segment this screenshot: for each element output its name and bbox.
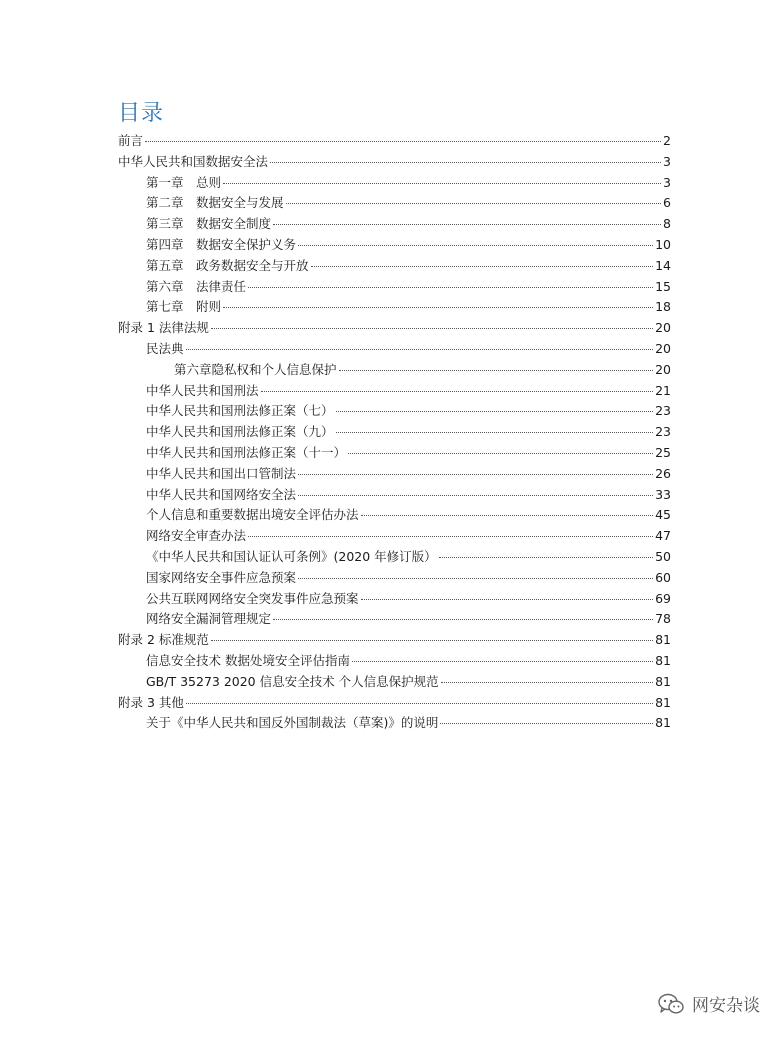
toc-entry[interactable] (118, 485, 671, 506)
toc-dot-leader (339, 370, 654, 371)
watermark-text: 网安杂谈 (692, 996, 760, 1016)
toc-entry-label: 个人信息和重要数据出境安全评估办法 (146, 507, 359, 523)
toc-entry-page: 20 (655, 340, 671, 356)
toc-entry-page: 45 (655, 507, 671, 523)
toc-entry[interactable] (118, 401, 671, 422)
toc-entry-label: 关于《中华人民共和国反外国制裁法（草案)》的说明 (146, 715, 439, 731)
toc-entry-page: 15 (655, 278, 671, 294)
toc-entry[interactable] (118, 589, 671, 610)
toc-entry-page: 33 (655, 486, 671, 502)
toc-entry-page: 50 (655, 548, 671, 564)
toc-entry-label: 第七章 附则 (146, 299, 222, 315)
watermark (658, 991, 760, 1016)
toc-entry-label: 前言 (118, 133, 144, 148)
toc-entry[interactable] (118, 505, 671, 526)
toc-entry-label: 网络安全审查办法 (146, 528, 247, 544)
toc-dot-leader (248, 536, 653, 537)
toc-entry[interactable] (118, 568, 671, 589)
toc-entry-label: 第六章隐私权和个人信息保护 (174, 361, 337, 377)
toc-entry[interactable] (118, 693, 671, 714)
toc-entry-page: 21 (655, 382, 671, 398)
page-title: 目录 (118, 101, 165, 126)
toc-entry[interactable] (118, 318, 671, 339)
toc-entry[interactable] (118, 235, 671, 256)
toc-entry[interactable] (118, 131, 671, 152)
toc-entry-page: 10 (655, 236, 671, 252)
toc-entry[interactable] (118, 214, 671, 235)
toc-entry-page: 81 (655, 673, 671, 689)
toc-entry-page: 14 (655, 257, 671, 273)
toc-entry-page: 20 (655, 361, 671, 377)
toc-entry[interactable] (118, 672, 671, 693)
toc-entry-label: 民法典 (146, 340, 184, 356)
toc-entry[interactable] (118, 256, 671, 277)
toc-entry-page: 23 (655, 424, 671, 440)
toc-dot-leader (261, 391, 654, 392)
toc-entry-label: 公共互联网网络安全突发事件应急预案 (146, 590, 359, 606)
toc-dot-leader (441, 682, 654, 683)
toc-entry-label: 信息安全技术 数据处境安全评估指南 (146, 652, 350, 668)
toc-dot-leader (286, 203, 662, 204)
toc-entry-page: 26 (655, 465, 671, 481)
toc-entry[interactable] (118, 526, 671, 547)
toc-entry-label: 中华人民共和国刑法 (146, 382, 259, 398)
toc-entry-label: 中华人民共和国刑法修正案（十一） (146, 444, 347, 460)
toc-entry[interactable] (118, 381, 671, 402)
toc-entry-label: GB/T 35273 2020 信息安全技术 个人信息保护规范 (146, 673, 439, 689)
toc-entry-label: 第二章 数据安全与发展 (146, 195, 284, 211)
toc-entry[interactable] (118, 443, 671, 464)
toc-entry-page: 3 (663, 174, 671, 190)
toc-dot-leader (336, 411, 654, 412)
toc-entry-label: 第五章 政务数据安全与开放 (146, 257, 309, 273)
toc-entry-label: 附录 2 标准规范 (118, 632, 209, 648)
toc-dot-leader (352, 661, 653, 662)
toc-entry[interactable] (118, 277, 671, 298)
toc-entry-page: 20 (655, 320, 671, 336)
toc-dot-leader (361, 599, 654, 600)
toc-dot-leader (223, 183, 661, 184)
toc-entry-label: 中华人民共和国网络安全法 (146, 486, 297, 502)
toc-entry-label: 第四章 数据安全保护义务 (146, 236, 297, 252)
toc-entry[interactable] (118, 464, 671, 485)
toc-entry-label: 第六章 法律责任 (146, 278, 247, 294)
toc-entry-page: 81 (655, 632, 671, 648)
toc-entry-page: 25 (655, 444, 671, 460)
toc-dot-leader (336, 432, 654, 433)
toc-dot-leader (211, 328, 653, 329)
toc-entry[interactable] (118, 173, 671, 194)
toc-entry[interactable] (118, 630, 671, 651)
toc-entry-label: 中华人民共和国刑法修正案（七） (146, 403, 334, 419)
table-of-contents (118, 131, 671, 734)
toc-entry[interactable] (118, 422, 671, 443)
toc-dot-leader (145, 141, 661, 142)
toc-dot-leader (223, 307, 653, 308)
toc-entry[interactable] (118, 339, 671, 360)
toc-entry[interactable] (118, 609, 671, 630)
toc-entry-label: 附录 3 其他 (118, 694, 184, 710)
toc-entry[interactable] (118, 360, 671, 381)
toc-dot-leader (298, 245, 653, 246)
toc-entry[interactable] (118, 193, 671, 214)
toc-entry[interactable] (118, 651, 671, 672)
toc-dot-leader (439, 557, 653, 558)
toc-entry-label: 《中华人民共和国认证认可条例》(2020 年修订版） (146, 548, 437, 564)
toc-entry-label: 网络安全漏洞管理规定 (146, 611, 272, 627)
toc-entry-page: 47 (655, 528, 671, 544)
toc-entry-page: 78 (655, 611, 671, 627)
toc-dot-leader (311, 266, 654, 267)
toc-entry-label: 中华人民共和国出口管制法 (146, 465, 297, 481)
toc-dot-leader (186, 703, 653, 704)
toc-entry[interactable] (118, 713, 671, 734)
toc-entry-page: 60 (655, 569, 671, 585)
toc-entry-label: 附录 1 法律法规 (118, 320, 209, 336)
toc-dot-leader (440, 723, 653, 724)
toc-entry-page: 3 (663, 153, 671, 169)
toc-dot-leader (248, 287, 653, 288)
toc-entry[interactable] (118, 152, 671, 173)
toc-entry-page: 69 (655, 590, 671, 606)
toc-dot-leader (298, 474, 653, 475)
toc-dot-leader (348, 453, 653, 454)
toc-dot-leader (186, 349, 654, 350)
toc-dot-leader (298, 495, 653, 496)
toc-dot-leader (273, 224, 661, 225)
toc-entry-page: 6 (663, 195, 671, 211)
toc-entry-page: 81 (655, 715, 671, 731)
toc-entry-page: 8 (663, 216, 671, 232)
toc-entry-page: 18 (655, 299, 671, 315)
toc-entry-page: 81 (655, 694, 671, 710)
wechat-icon (658, 993, 684, 1015)
toc-entry-label: 第一章 总则 (146, 174, 222, 190)
toc-dot-leader (211, 640, 653, 641)
toc-dot-leader (361, 515, 654, 516)
toc-entry-page: 81 (655, 652, 671, 668)
toc-entry-label: 中华人民共和国刑法修正案（九） (146, 424, 334, 440)
toc-entry-label: 中华人民共和国数据安全法 (118, 153, 269, 169)
toc-dot-leader (298, 578, 653, 579)
toc-entry[interactable] (118, 547, 671, 568)
toc-dot-leader (273, 619, 653, 620)
toc-entry-page: 2 (663, 133, 671, 148)
toc-dot-leader (270, 162, 661, 163)
toc-entry-label: 第三章 数据安全制度 (146, 216, 272, 232)
toc-entry[interactable] (118, 297, 671, 318)
toc-entry-page: 23 (655, 403, 671, 419)
toc-entry-label: 国家网络安全事件应急预案 (146, 569, 297, 585)
